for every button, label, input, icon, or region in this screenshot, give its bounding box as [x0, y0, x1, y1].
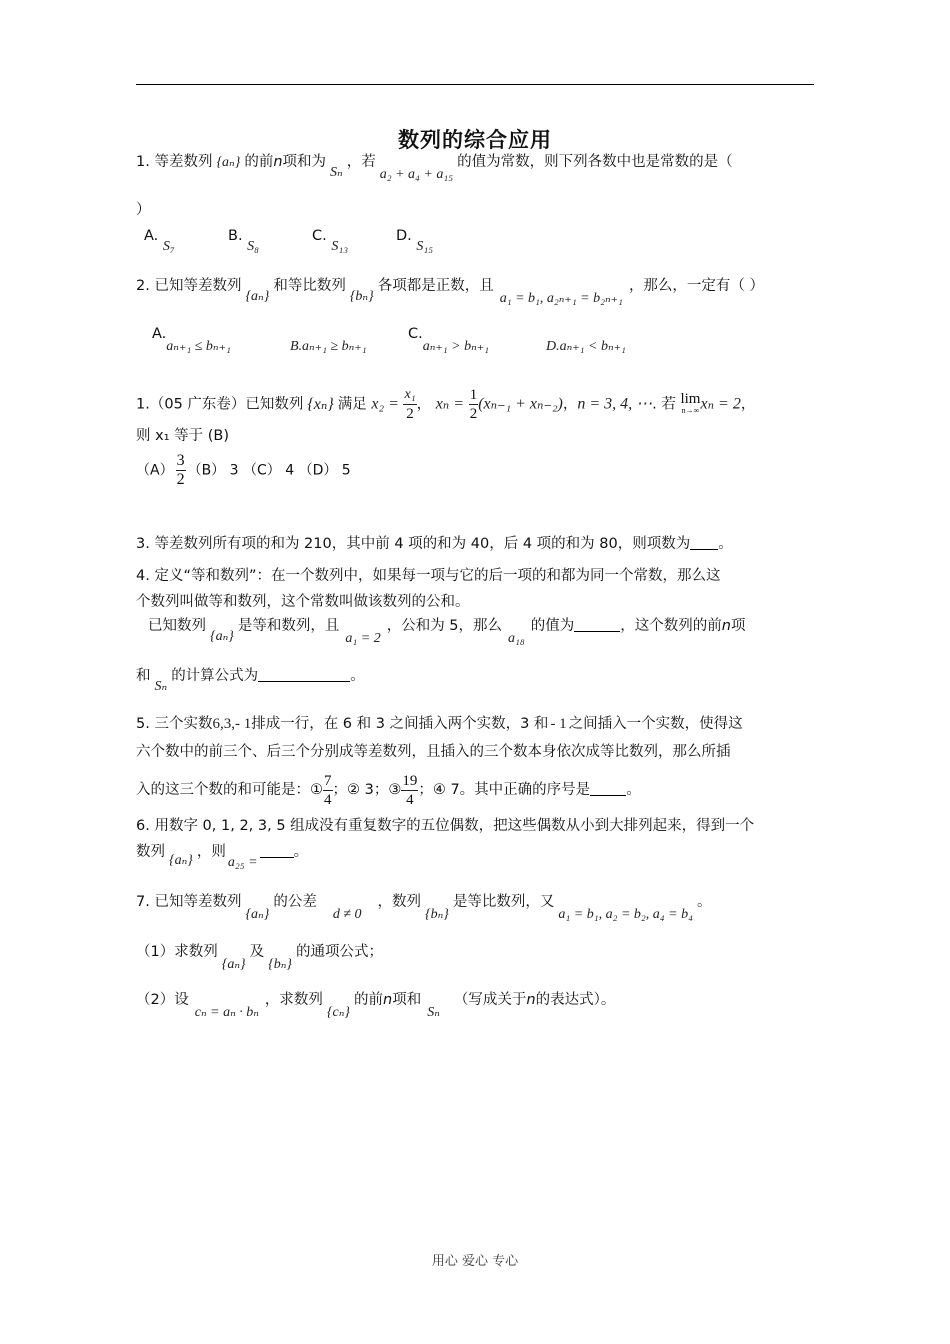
q2-option-a: A.aₙ₊₁ ≤ bₙ₊₁	[152, 326, 231, 354]
q1-option-c: C. S₁₃	[312, 228, 349, 254]
q1-option-a: A. S₇	[144, 228, 175, 254]
header-rule	[136, 84, 814, 85]
question-4-line-1: 4. 定义“等和数列”：在一个数列中，如果每一项与它的后一项的和都为同一个常数，那么这	[136, 568, 721, 584]
q2-option-c: C.aₙ₊₁ > bₙ₊₁	[408, 326, 490, 354]
question-7: 7. 已知等差数列{aₙ}的公差d ≠ 0，数列{bₙ}是等比数列，又a₁ = b₁, a₂ = b₂, a₄ = b₄。	[136, 894, 712, 922]
answer-blank[interactable]	[260, 843, 294, 858]
question-4-line-4: 和Sₙ的计算公式为 。	[136, 668, 365, 694]
question-1b-options: （A） $\frac{3}{2}$ （B） 3 （C） 4 （D） 5	[136, 452, 351, 488]
question-7-part-1: （1）求数列{aₙ}及{bₙ}的通项公式；	[136, 944, 383, 972]
question-2: 2. 已知等差数列{aₙ}和等比数列{bₙ}各项都是正数，且a₁ = b₁, a₂ₙ₊₁ = b₂ₙ₊₁，那么，一定有（ ）	[136, 278, 765, 306]
page-title: 数列的综合应用	[398, 128, 552, 152]
question-4-line-2: 个数列叫做等和数列，这个常数叫做该数列的公和。	[136, 594, 470, 610]
question-1b-answer: 则 x₁ 等于 (B)	[136, 428, 229, 444]
question-5-line-1: 5. 三个实数6,3,- 1排成一行，在 6 和 3 之间插入两个实数，3 和 - 1 之间插入一个实数，使得这	[136, 716, 743, 732]
question-7-part-2: （2）设cₙ = aₙ · bₙ，求数列{cₙ}的前n项和Sₙ（写成关于n的表达式）。	[136, 992, 616, 1020]
question-1-close: ）	[136, 202, 151, 218]
question-6-line-2: 数列{aₙ}，则a₂₅ =。	[136, 844, 309, 870]
question-5-line-2: 六个数中的前三个、后三个分别成等差数列，且插入的三个数本身依次成等比数列，那么所插	[136, 744, 731, 760]
q1-option-d: D. S₁₅	[396, 228, 434, 254]
answer-blank[interactable]	[690, 535, 718, 550]
question-4-line-3: 已知数列{aₙ}是等和数列，且a₁ = 2，公和为 5，那么a₁₈的值为 ，这个数列的前n项	[148, 618, 746, 646]
q1-option-b: B. S₈	[228, 228, 260, 254]
question-6-line-1: 6. 用数字 0, 1, 2, 3, 5 组成没有重复数字的五位偶数，把这些偶数从小到大排列起来，得到一个	[136, 818, 755, 834]
q2-option-d: D.aₙ₊₁ < bₙ₊₁	[546, 339, 626, 354]
question-5-line-3: 入的这三个数的和可能是：① $\frac{7}{4}$ ；② 3；③ $\frac{19}{4}$ ；④ 7。其中正确的序号是 。	[136, 772, 641, 808]
q2-option-b: B.aₙ₊₁ ≥ bₙ₊₁	[290, 339, 367, 354]
question-1: 1. 等差数列 {aₙ} 的前n项和为Sₙ，若a₂ + a₄ + a₁₅的值为常数，则下列各数中也是常数的是（	[136, 154, 733, 182]
page-footer: 用心 爱心 专心	[431, 1254, 519, 1269]
answer-blank[interactable]	[258, 667, 350, 682]
question-3: 3. 等差数列所有项的和为 210，其中前 4 项的和为 40，后 4 项的和为 80，则项数为 。	[136, 536, 733, 552]
answer-blank[interactable]	[590, 781, 626, 796]
question-1b: 1.（05 广东卷）已知数列 {xₙ} 满足 x₂ = $\frac{\text{x₁}}{2}$ ， xₙ = $\frac{1}{2}$ (xₙ₋₁ + xₙ₋₂)，n = 3, 4, ⋯. 若 lim n→∞ xₙ = 2，	[136, 387, 756, 422]
answer-blank[interactable]	[574, 617, 620, 632]
